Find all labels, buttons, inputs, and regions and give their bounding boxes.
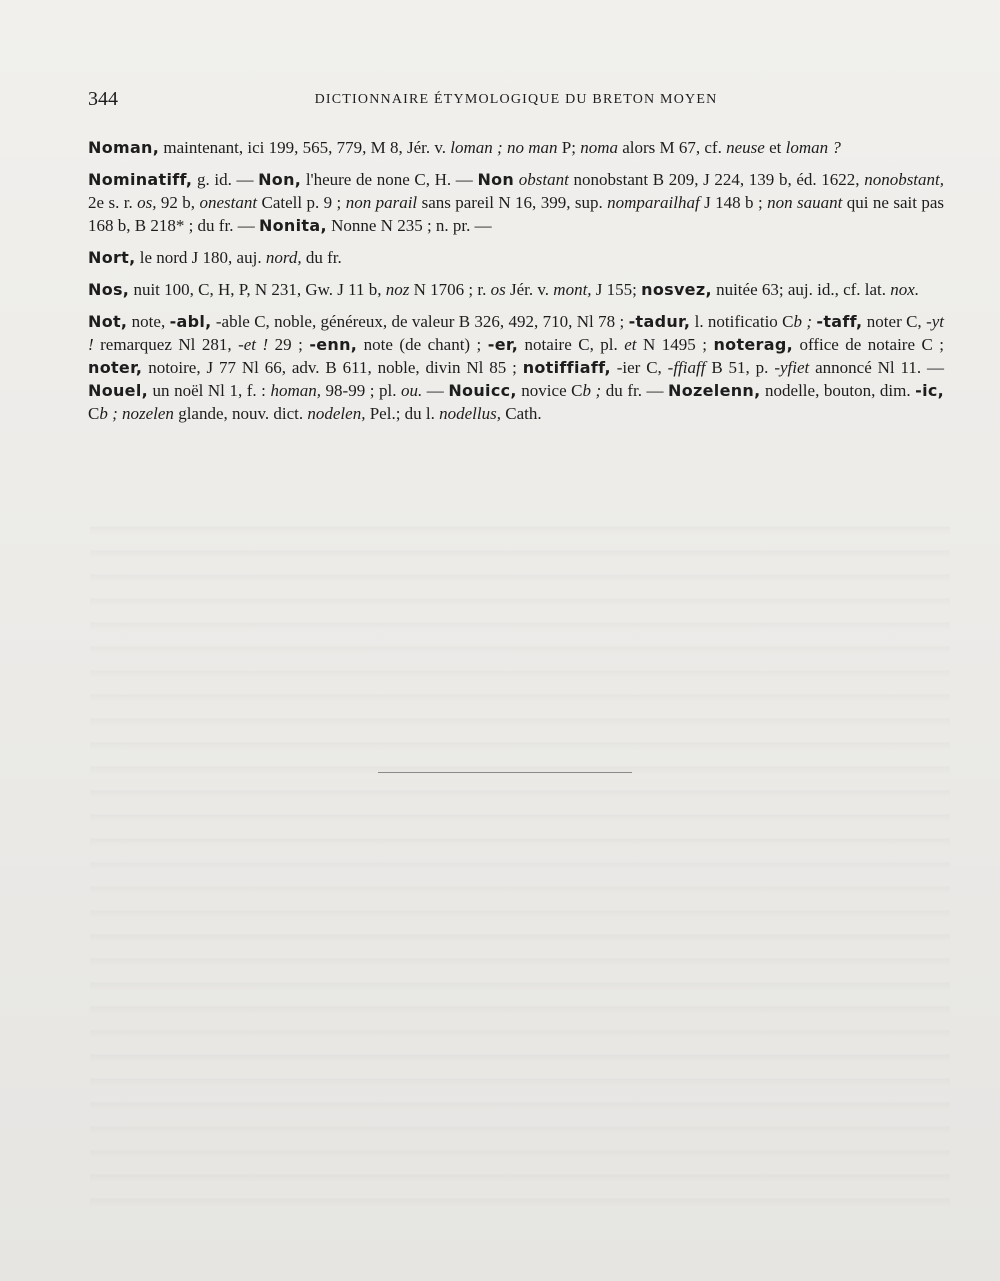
italic-form: obstant	[518, 170, 569, 189]
entry-text: -ier C,	[610, 358, 668, 377]
entry-text: alors M 67, cf.	[617, 138, 727, 157]
entry-text: notoire, J 77 Nl 66, adv. B 611, noble, divin Nl 85 ;	[142, 358, 523, 377]
headword: Nort,	[88, 248, 136, 267]
entry-text: 92 b,	[156, 193, 200, 212]
entry-text: C	[88, 404, 100, 423]
entry-text: g. id. —	[192, 170, 259, 189]
entry-text: nodelle, bouton, dim.	[760, 381, 916, 400]
entry-text: notaire C, pl.	[518, 335, 625, 354]
headword: Nouicc,	[448, 381, 517, 400]
italic-form: mont,	[553, 280, 592, 299]
headword: noter,	[88, 358, 143, 377]
entry-text: nuit 100, C, H, P, N 231, Gw. J 11 b,	[129, 280, 386, 299]
entry-text: P;	[557, 138, 581, 157]
italic-form: loman ; no man	[450, 138, 558, 157]
italic-form: nodelen,	[307, 404, 366, 423]
entry-text: N 1706 ; r.	[409, 280, 491, 299]
entry-text: Catell p. 9 ;	[257, 193, 346, 212]
entry-text: Cath.	[501, 404, 542, 423]
entry-text: Nonne N 235 ; n. pr. —	[326, 216, 492, 235]
headword: -er,	[487, 335, 519, 354]
italic-form: -ffiaff	[667, 358, 706, 377]
headword: Non,	[258, 170, 302, 189]
italic-form: -yfiet	[774, 358, 810, 377]
headword: nosvez,	[641, 280, 712, 299]
headword: -enn,	[309, 335, 358, 354]
italic-form: nord,	[265, 248, 302, 267]
headword: noterag,	[713, 335, 793, 354]
entry-text: office de notaire C ;	[792, 335, 945, 354]
headword: Nos,	[88, 280, 130, 299]
entry-text: Pel.; du l.	[365, 404, 440, 423]
section-rule	[378, 772, 632, 773]
entry-text: J 148 b ;	[699, 193, 768, 212]
page-number: 344	[88, 88, 118, 110]
entry-text: et	[764, 138, 786, 157]
entry-text: un noël Nl 1, f. :	[148, 381, 271, 400]
entry-text: 98-99 ; pl.	[320, 381, 402, 400]
running-title: DICTIONNAIRE ÉTYMOLOGIQUE DU BRETON MOYEN	[314, 92, 718, 107]
entry-text: l. notificatio C	[690, 312, 794, 331]
italic-form: ou.	[401, 381, 423, 400]
entry-text: qui ne sait pas 168 b, B 218* ; du fr. —	[88, 193, 945, 235]
italic-form: b ; nozelen	[99, 404, 174, 423]
dictionary-entry	[88, 136, 944, 159]
entry-text: annoncé Nl 11. —	[809, 358, 944, 377]
entry-text: note (de chant) ;	[357, 335, 488, 354]
headword: -ic,	[915, 381, 945, 400]
headword: -abl,	[169, 312, 212, 331]
entry-text: maintenant, ici 199, 565, 779, M 8, Jér. v.	[159, 138, 451, 157]
entry-text: note,	[127, 312, 170, 331]
headword: Noman,	[88, 138, 160, 157]
italic-form: homan,	[270, 381, 321, 400]
entry-text: glande, nouv. dict.	[173, 404, 308, 423]
entry-text: noter C,	[862, 312, 927, 331]
dictionary-entry	[88, 168, 944, 237]
italic-form: nonobstant,	[864, 170, 944, 189]
entry-text: J 155;	[591, 280, 642, 299]
italic-form: neuse	[726, 138, 765, 157]
italic-form: os,	[137, 193, 157, 212]
italic-form: noz	[385, 280, 410, 299]
headword: Not,	[88, 312, 128, 331]
entry-text: nuitée 63; auj. id., cf. lat.	[711, 280, 891, 299]
entry-text: nonobstant B 209, J 224, 139 b, éd. 1622,	[568, 170, 865, 189]
entry-text: B 51, p.	[705, 358, 775, 377]
entry-text: N 1495 ;	[636, 335, 714, 354]
italic-form: os	[490, 280, 506, 299]
italic-form: onestant	[199, 193, 258, 212]
dictionary-entry	[88, 246, 944, 269]
italic-form: nomparailhaf	[607, 193, 700, 212]
headword: notiffiaff,	[522, 358, 611, 377]
italic-form: nodellus,	[439, 404, 501, 423]
show-through-texture	[90, 510, 950, 1210]
entry-text: 2e s. r.	[88, 193, 138, 212]
italic-form: -yt !	[88, 312, 944, 354]
entry-text: remarquez Nl 281,	[93, 335, 239, 354]
italic-form: nox.	[890, 280, 920, 299]
entry-text: novice C	[516, 381, 583, 400]
italic-form: non sauant	[767, 193, 843, 212]
entry-text: du fr.	[301, 248, 342, 267]
dictionary-entries	[88, 136, 944, 434]
headword: -tadur,	[628, 312, 691, 331]
italic-form: b ;	[582, 381, 602, 400]
headword: -taff,	[816, 312, 863, 331]
italic-form: noma	[580, 138, 618, 157]
entry-text: l'heure de none C, H. —	[301, 170, 478, 189]
headword: Nonita,	[258, 216, 327, 235]
dictionary-entry	[88, 278, 944, 301]
page-header	[88, 88, 944, 118]
italic-form: loman ?	[785, 138, 841, 157]
entry-text: sans pareil N 16, 399, sup.	[417, 193, 608, 212]
headword: Non	[477, 170, 515, 189]
headword: Nominatiff,	[88, 170, 193, 189]
entry-text: —	[422, 381, 449, 400]
italic-form: non parail	[345, 193, 418, 212]
entry-text: Jér. v.	[505, 280, 554, 299]
entry-text: 29 ;	[268, 335, 310, 354]
italic-form: b ;	[793, 312, 813, 331]
headword: Nouel,	[88, 381, 148, 400]
entry-text: du fr. —	[601, 381, 669, 400]
headword: Nozelenn,	[668, 381, 761, 400]
entry-text: -able C, noble, généreux, de valeur B 326, 492, 710, Nl 78 ;	[211, 312, 629, 331]
italic-form: et	[624, 335, 637, 354]
dictionary-entry	[88, 310, 944, 425]
italic-form: -et !	[238, 335, 269, 354]
entry-text: le nord J 180, auj.	[135, 248, 266, 267]
